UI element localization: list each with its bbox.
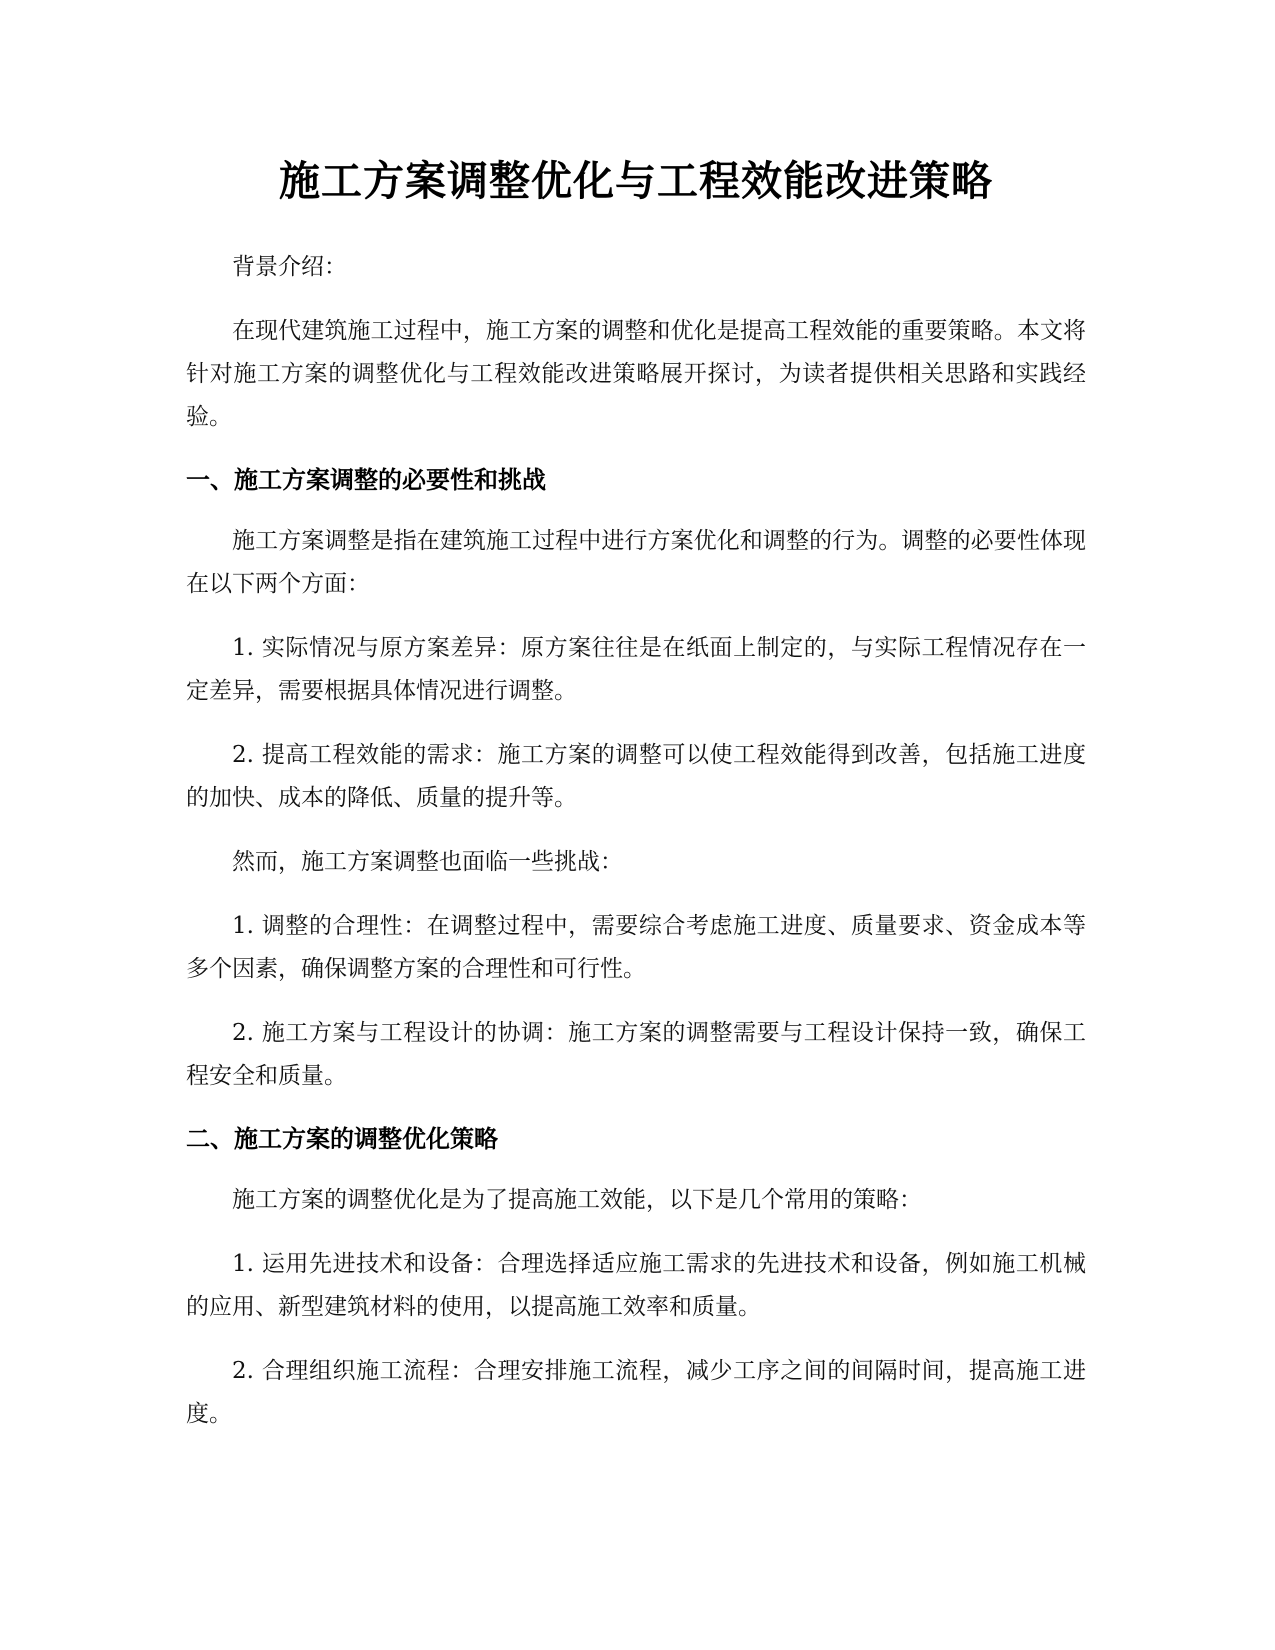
section-heading-1: 一、施工方案调整的必要性和挑战 xyxy=(186,466,546,494)
section2-paragraph: 施工方案的调整优化是为了提高施工效能，以下是几个常用的策略： xyxy=(232,1187,922,1213)
section1-paragraph: 1. 实际情况与原方案差异：原方案往往是在纸面上制定的，与实际工程情况存在一定差异，需要根据具体情况进行调整。 xyxy=(186,635,1086,704)
intro-label: 背景介绍： xyxy=(232,254,347,280)
section2-paragraph: 2. 合理组织施工流程：合理安排施工流程，减少工序之间的间隔时间，提高施工进度。 xyxy=(186,1358,1086,1427)
section1-paragraph: 1. 调整的合理性：在调整过程中，需要综合考虑施工进度、质量要求、资金成本等多个因素，确保调整方案的合理性和可行性。 xyxy=(186,913,1086,982)
section1-paragraph: 施工方案调整是指在建筑施工过程中进行方案优化和调整的行为。调整的必要性体现在以下两个方面： xyxy=(186,528,1086,597)
section1-paragraph: 2. 提高工程效能的需求：施工方案的调整可以使工程效能得到改善，包括施工进度的加快、成本的降低、质量的提升等。 xyxy=(186,742,1086,811)
intro-paragraph: 在现代建筑施工过程中，施工方案的调整和优化是提高工程效能的重要策略。本文将针对施工方案的调整优化与工程效能改进策略展开探讨，为读者提供相关思路和实践经验。 xyxy=(186,318,1086,430)
section1-paragraph: 2. 施工方案与工程设计的协调：施工方案的调整需要与工程设计保持一致，确保工程安全和质量。 xyxy=(186,1020,1086,1089)
section2-paragraph: 1. 运用先进技术和设备：合理选择适应施工需求的先进技术和设备，例如施工机械的应用、新型建筑材料的使用，以提高施工效率和质量。 xyxy=(186,1251,1086,1320)
document-body xyxy=(186,150,1086,1457)
document-title: 施工方案调整优化与工程效能改进策略 xyxy=(279,157,993,205)
section1-paragraph: 然而，施工方案调整也面临一些挑战： xyxy=(232,849,623,875)
section-heading-2: 二、施工方案的调整优化策略 xyxy=(186,1125,498,1153)
